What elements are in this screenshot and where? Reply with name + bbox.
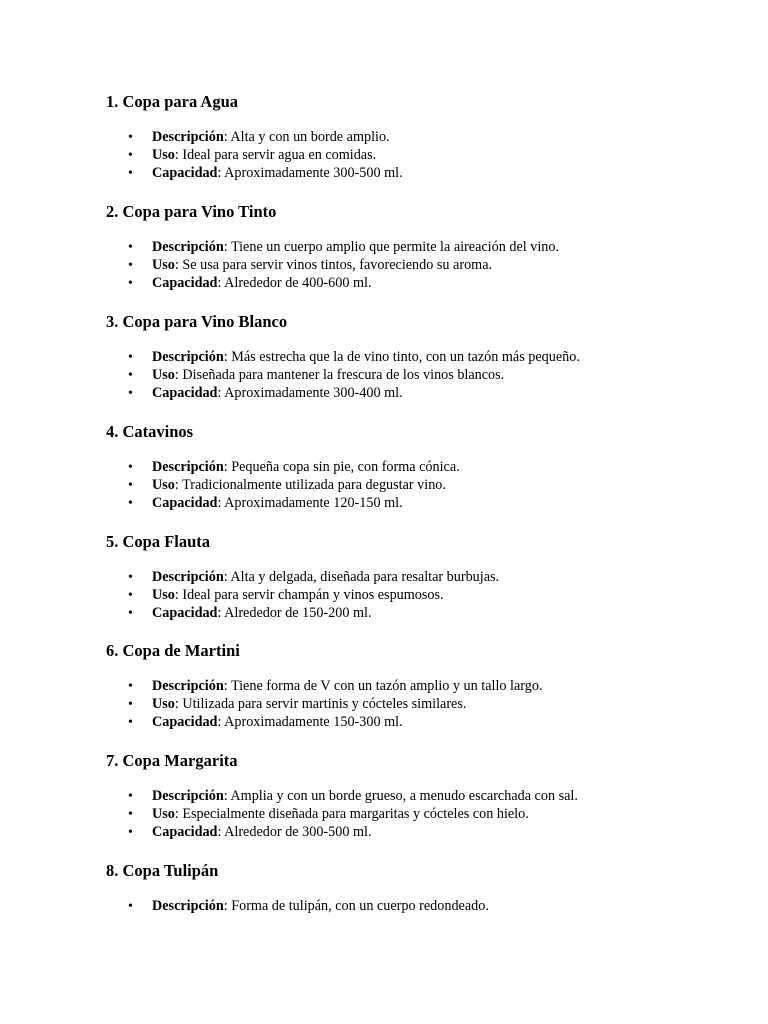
item-term: Descripción [152,788,224,804]
item-text: : Alta y con un borde amplio. [223,129,390,145]
section-heading: 4. Catavinos [106,422,194,441]
item-term: Descripción [152,239,224,255]
item-term: Uso [152,805,175,822]
bullet-icon: • [128,605,133,621]
detail-list [106,129,726,182]
item-text: : Ideal para servir champán y vinos espumosos. [174,586,444,603]
item-text: : Diseñada para mantener la frescura de los vinos blancos. [174,366,505,383]
bullet-icon: • [128,789,133,804]
bullet-icon: • [128,350,133,365]
item-term: Capacidad [152,713,218,730]
item-text: : Alrededor de 150-200 ml. [217,604,372,621]
section-copa-para-vino-tinto [106,202,726,292]
item-text: : Alrededor de 400-600 ml. [217,274,372,291]
bullet-icon: • [128,477,133,493]
item-term: Descripción [152,459,224,475]
item-text: : Tiene un cuerpo amplio que permite la aireación del vino. [223,239,560,255]
section-copa-tulipan [106,861,726,916]
item-term: Uso [152,695,175,712]
section-heading: 6. Copa de Martini [106,641,240,660]
item-term: Descripción [152,898,224,914]
item-text: : Más estrecha que la de vino tinto, con un tazón más pequeño. [223,349,580,365]
list-item [106,806,726,824]
bullet-icon: • [128,240,133,255]
section-copa-para-vino-blanco [106,312,726,402]
list-item [106,349,726,367]
list-item [106,495,726,513]
detail-list [106,349,726,402]
section-heading: 3. Copa para Vino Blanco [106,312,288,331]
bullet-icon: • [128,275,133,291]
item-term: Capacidad [152,274,218,291]
bullet-icon: • [128,806,133,822]
list-item [106,696,726,714]
bullet-icon: • [128,460,133,475]
section-heading: 7. Copa Margarita [106,751,238,770]
bullet-icon: • [128,696,133,712]
list-item [106,678,726,696]
bullet-icon: • [128,679,133,694]
list-item [106,605,726,623]
list-item [106,477,726,495]
item-term: Uso [152,256,175,273]
item-term: Descripción [152,569,224,585]
item-term: Capacidad [152,823,218,840]
item-term: Descripción [152,349,224,365]
bullet-icon: • [128,714,133,730]
detail-list [106,898,726,916]
item-term: Capacidad [152,604,218,621]
bullet-icon: • [128,367,133,383]
list-item [106,714,726,732]
detail-list [106,788,726,841]
bullet-icon: • [128,130,133,145]
bullet-icon: • [128,385,133,401]
item-text: : Pequeña copa sin pie, con forma cónica. [223,459,460,475]
bullet-icon: • [128,165,133,181]
detail-list [106,678,726,731]
bullet-icon: • [128,570,133,585]
bullet-icon: • [128,899,133,914]
bullet-icon: • [128,824,133,840]
item-text: : Ideal para servir agua en comidas. [174,146,377,163]
item-text: : Tradicionalmente utilizada para degustar vino. [174,476,446,493]
item-term: Uso [152,476,175,493]
list-item [106,385,726,403]
item-term: Capacidad [152,494,218,511]
item-term: Capacidad [152,164,218,181]
list-item [106,129,726,147]
item-text: : Aproximadamente 120-150 ml. [217,494,403,511]
list-item [106,165,726,183]
bullet-icon: • [128,147,133,163]
list-item [106,824,726,842]
section-heading: 2. Copa para Vino Tinto [106,202,277,221]
item-text: : Alta y delgada, diseñada para resaltar burbujas. [223,569,500,585]
list-item [106,587,726,605]
item-text: : Amplia y con un borde grueso, a menudo escarchada con sal. [223,788,578,804]
section-copa-flauta [106,532,726,622]
item-text: : Se usa para servir vinos tintos, favoreciendo su aroma. [174,256,493,273]
section-copa-de-martini [106,641,726,731]
section-heading: 5. Copa Flauta [106,532,211,551]
detail-list [106,239,726,292]
item-text: : Aproximadamente 150-300 ml. [217,713,403,730]
list-item [106,275,726,293]
item-term: Uso [152,146,175,163]
section-catavinos [106,422,726,512]
list-item [106,459,726,477]
item-text: : Alrededor de 300-500 ml. [217,823,372,840]
detail-list [106,569,726,622]
list-item [106,147,726,165]
item-text: : Especialmente diseñada para margaritas y cócteles con hielo. [174,805,529,822]
item-text: : Utilizada para servir martinis y cócteles similares. [174,695,467,712]
item-text: : Forma de tulipán, con un cuerpo redondeado. [223,898,489,914]
item-term: Descripción [152,129,224,145]
bullet-icon: • [128,495,133,511]
item-term: Uso [152,586,175,603]
bullet-icon: • [128,587,133,603]
detail-list [106,459,726,512]
section-copa-para-agua [106,92,726,182]
list-item [106,898,726,916]
list-item [106,239,726,257]
item-term: Uso [152,366,175,383]
list-item [106,569,726,587]
list-item [106,788,726,806]
section-heading: 1. Copa para Agua [106,92,239,111]
section-heading: 8. Copa Tulipán [106,861,219,880]
item-term: Capacidad [152,384,218,401]
list-item [106,367,726,385]
section-copa-margarita [106,751,726,841]
item-term: Descripción [152,678,224,694]
item-text: : Tiene forma de V con un tazón amplio y un tallo largo. [223,678,543,694]
bullet-icon: • [128,257,133,273]
list-item [106,257,726,275]
item-text: : Aproximadamente 300-400 ml. [217,384,403,401]
item-text: : Aproximadamente 300-500 ml. [217,164,403,181]
